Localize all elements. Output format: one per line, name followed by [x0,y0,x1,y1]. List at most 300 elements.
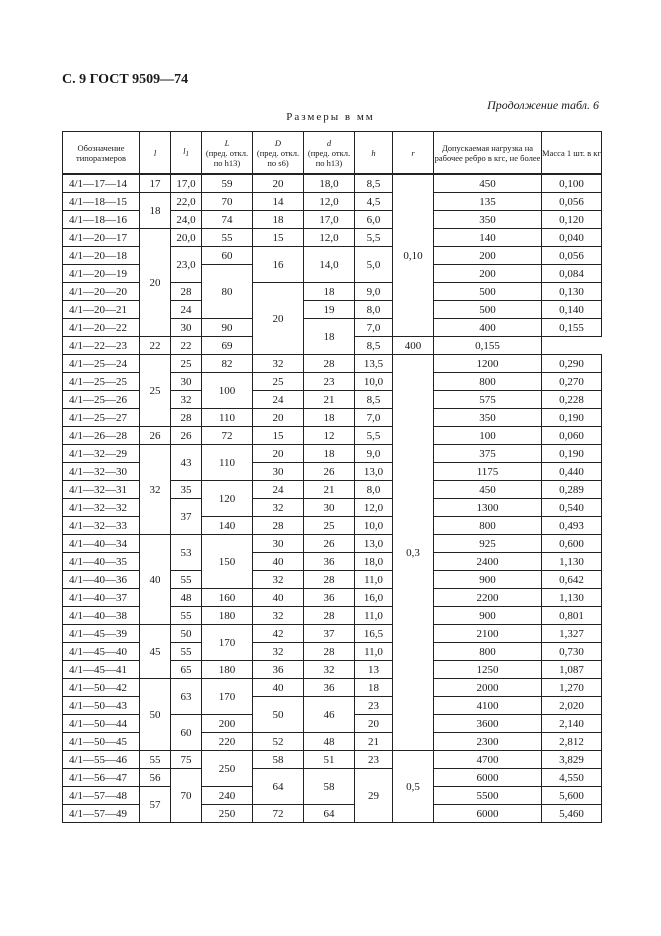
cell-load: 1175 [434,463,542,481]
cell-l: 22 [140,337,171,355]
cell-l1: 70 [171,769,202,823]
cell-h: 11,0 [355,643,393,661]
cell-d: 51 [304,751,355,769]
cell-L: 240 [202,787,253,805]
cell-D: 20 [253,283,304,355]
cell-designation: 4/1—25—27 [63,409,140,427]
cell-d: 18 [304,283,355,301]
cell-mass: 0,290 [542,355,602,373]
cell-l1: 30 [171,373,202,391]
cell-mass: 0,155 [434,337,542,355]
cell-mass: 0,600 [542,535,602,553]
header-L [202,132,253,175]
cell-load: 3600 [434,715,542,733]
cell-designation: 4/1—25—25 [63,373,140,391]
header-mass: Масса 1 шт. в кг [542,132,602,175]
cell-load: 350 [434,211,542,229]
cell-mass: 0,642 [542,571,602,589]
cell-load: 400 [393,337,434,355]
cell-designation: 4/1—20—21 [63,301,140,319]
header-d-text: d [326,137,332,148]
cell-designation: 4/1—20—18 [63,247,140,265]
cell-h: 8,0 [355,481,393,499]
cell-L: 82 [202,355,253,373]
cell-mass: 0,801 [542,607,602,625]
cell-h: 13,5 [355,355,393,373]
cell-h: 7,0 [355,409,393,427]
cell-designation: 4/1—32—33 [63,517,140,535]
cell-designation: 4/1—50—44 [63,715,140,733]
cell-designation: 4/1—20—20 [63,283,140,301]
cell-L: 80 [202,265,253,319]
cell-h: 11,0 [355,571,393,589]
cell-mass: 0,190 [542,445,602,463]
cell-d: 23 [304,373,355,391]
cell-mass: 0,228 [542,391,602,409]
cell-load: 450 [434,481,542,499]
cell-D: 32 [253,643,304,661]
cell-L: 90 [202,319,253,337]
cell-load: 800 [434,373,542,391]
cell-designation: 4/1—40—36 [63,571,140,589]
cell-mass: 4,550 [542,769,602,787]
cell-l: 45 [140,625,171,679]
cell-designation: 4/1—20—19 [63,265,140,283]
cell-l: 26 [140,427,171,445]
cell-l: 17 [140,174,171,193]
cell-l1: 24 [171,301,202,319]
cell-mass: 1,130 [542,589,602,607]
cell-d: 12,0 [304,193,355,211]
cell-designation: 4/1—32—32 [63,499,140,517]
cell-mass: 2,020 [542,697,602,715]
cell-d: 18,0 [304,174,355,193]
cell-mass: 0,084 [542,265,602,283]
cell-l1: 55 [171,571,202,589]
cell-l1: 23,0 [171,247,202,283]
cell-d: 14,0 [304,247,355,283]
cell-d: 18 [304,445,355,463]
cell-l1: 28 [171,409,202,427]
cell-designation: 4/1—40—34 [63,535,140,553]
header-l1-text: l [183,146,186,156]
cell-load: 135 [434,193,542,211]
cell-D: 24 [253,481,304,499]
cell-l: 18 [140,193,171,229]
cell-mass: 0,120 [542,211,602,229]
cell-l1: 22,0 [171,193,202,211]
cell-l1: 43 [171,445,202,481]
cell-L: 220 [202,733,253,751]
cell-mass: 1,130 [542,553,602,571]
cell-d: 36 [304,679,355,697]
cell-L: 55 [202,229,253,247]
cell-designation: 4/1—32—29 [63,445,140,463]
cell-D: 30 [253,535,304,553]
cell-L: 110 [202,445,253,481]
cell-l1: 32 [171,391,202,409]
cell-mass: 5,600 [542,787,602,805]
cell-L: 120 [202,481,253,517]
table-row [63,679,602,697]
cell-designation: 4/1—40—35 [63,553,140,571]
cell-l1: 55 [171,607,202,625]
cell-load: 1300 [434,499,542,517]
cell-h: 20 [355,715,393,733]
cell-designation: 4/1—50—43 [63,697,140,715]
cell-d: 36 [304,553,355,571]
cell-d: 12 [304,427,355,445]
cell-mass: 0,056 [542,193,602,211]
cell-r: 0,3 [393,355,434,751]
cell-D: 32 [253,355,304,373]
cell-D: 28 [253,517,304,535]
cell-l1: 50 [171,625,202,643]
cell-load: 6000 [434,805,542,823]
cell-l: 40 [140,535,171,625]
cell-D: 32 [253,607,304,625]
cell-L: 70 [202,193,253,211]
cell-d: 18 [304,319,355,355]
header-r [393,132,434,175]
cell-designation: 4/1—25—26 [63,391,140,409]
cell-D: 14 [253,193,304,211]
cell-mass: 0,056 [542,247,602,265]
cell-L: 140 [202,517,253,535]
cell-L: 72 [202,427,253,445]
cell-designation: 4/1—18—16 [63,211,140,229]
cell-l1: 37 [171,499,202,535]
cell-h: 13,0 [355,535,393,553]
cell-mass: 0,100 [542,174,602,193]
cell-l: 56 [140,769,171,787]
cell-load: 140 [434,229,542,247]
cell-l1: 65 [171,661,202,679]
header-l1-sub: 1 [185,150,189,158]
cell-L: 74 [202,211,253,229]
cell-l: 50 [140,679,171,751]
cell-l1: 17,0 [171,174,202,193]
cell-h: 5,5 [355,229,393,247]
cell-L: 250 [202,805,253,823]
cell-load: 925 [434,535,542,553]
cell-D: 40 [253,589,304,607]
table-row [63,174,602,193]
cell-D: 16 [253,247,304,283]
cell-L: 110 [202,409,253,427]
header-D-text: D [274,137,282,148]
cell-mass: 0,155 [542,319,602,337]
header-load: Допускаемая нагрузка на рабочее ребро в кгс, не более [434,132,542,175]
cell-load: 400 [434,319,542,337]
cell-l1: 55 [171,643,202,661]
cell-D: 24 [253,391,304,409]
cell-d: 12,0 [304,229,355,247]
cell-d: 46 [304,697,355,733]
header-r-text: r [411,147,415,158]
cell-load: 2100 [434,625,542,643]
cell-load: 575 [434,391,542,409]
table-row [63,193,602,211]
header-l1 [171,132,202,175]
cell-h: 5,0 [355,247,393,283]
cell-r: 0,5 [393,751,434,823]
cell-d: 18 [304,409,355,427]
cell-h: 16,0 [355,589,393,607]
cell-h: 6,0 [355,211,393,229]
cell-designation: 4/1—20—17 [63,229,140,247]
cell-h: 7,0 [355,319,393,337]
sizes-caption: Размеры в мм [286,111,375,123]
cell-mass: 0,140 [542,301,602,319]
cell-D: 32 [253,499,304,517]
table-row [63,229,602,247]
header-d [304,132,355,175]
cell-designation: 4/1—40—37 [63,589,140,607]
header-L-text: L [224,137,230,148]
cell-D: 15 [253,229,304,247]
cell-h: 8,5 [355,337,393,355]
cell-designation: 4/1—22—23 [63,337,140,355]
cell-d: 26 [304,463,355,481]
cell-designation: 4/1—55—46 [63,751,140,769]
cell-mass: 0,493 [542,517,602,535]
cell-designation: 4/1—18—15 [63,193,140,211]
cell-h: 18,0 [355,553,393,571]
cell-l1: 28 [171,283,202,301]
cell-designation: 4/1—45—40 [63,643,140,661]
cell-h: 21 [355,733,393,751]
cell-D: 30 [253,463,304,481]
cell-load: 5500 [434,787,542,805]
cell-load: 2000 [434,679,542,697]
cell-L: 200 [202,715,253,733]
header-D [253,132,304,175]
cell-designation: 4/1—50—42 [63,679,140,697]
cell-load: 100 [434,427,542,445]
cell-L: 69 [202,337,253,355]
cell-d: 28 [304,607,355,625]
cell-mass: 0,130 [542,283,602,301]
cell-l1: 22 [171,337,202,355]
header-h-text: h [371,147,376,158]
cell-l1: 25 [171,355,202,373]
cell-designation: 4/1—20—22 [63,319,140,337]
cell-load: 500 [434,283,542,301]
cell-L: 180 [202,661,253,679]
cell-d: 17,0 [304,211,355,229]
cell-load: 2300 [434,733,542,751]
header-l-text: l [153,147,157,158]
page-header: С. 9 ГОСТ 9509—74 [62,72,189,87]
cell-designation: 4/1—26—28 [63,427,140,445]
header-L-note: (пред. откл. по h13) [205,147,249,168]
cell-mass: 0,289 [542,481,602,499]
cell-d: 25 [304,517,355,535]
cell-designation: 4/1—25—24 [63,355,140,373]
cell-mass: 0,190 [542,409,602,427]
cell-load: 2200 [434,589,542,607]
cell-D: 36 [253,661,304,679]
cell-load: 350 [434,409,542,427]
table-row [63,427,602,445]
cell-l1: 24,0 [171,211,202,229]
cell-mass: 3,829 [542,751,602,769]
cell-mass: 2,140 [542,715,602,733]
cell-d: 30 [304,499,355,517]
cell-D: 20 [253,445,304,463]
cell-h: 16,5 [355,625,393,643]
cell-l: 57 [140,787,171,823]
table-row [63,445,602,463]
cell-h: 13 [355,661,393,679]
cell-load: 4700 [434,751,542,769]
cell-designation: 4/1—57—49 [63,805,140,823]
cell-l1: 75 [171,751,202,769]
cell-load: 200 [434,265,542,283]
cell-l1: 63 [171,679,202,715]
cell-D: 72 [253,805,304,823]
cell-load: 375 [434,445,542,463]
cell-D: 42 [253,625,304,643]
table-row [63,625,602,643]
cell-D: 64 [253,769,304,805]
cell-d: 37 [304,625,355,643]
cell-D: 32 [253,571,304,589]
cell-h: 10,0 [355,373,393,391]
cell-designation: 4/1—56—47 [63,769,140,787]
cell-r: 0,10 [393,174,434,337]
cell-d: 36 [304,589,355,607]
cell-l1: 53 [171,535,202,571]
cell-L: 170 [202,679,253,715]
cell-l1: 60 [171,715,202,751]
cell-l: 55 [140,751,171,769]
cell-mass: 1,327 [542,625,602,643]
header-h [355,132,393,175]
cell-l1: 30 [171,319,202,337]
table-continuation-note: Продолжение табл. 6 [487,98,599,112]
cell-L: 170 [202,625,253,661]
cell-h: 8,5 [355,174,393,193]
cell-D: 40 [253,679,304,697]
cell-D: 15 [253,427,304,445]
cell-D: 25 [253,373,304,391]
cell-designation: 4/1—45—39 [63,625,140,643]
cell-mass: 0,540 [542,499,602,517]
cell-D: 18 [253,211,304,229]
table-row [63,751,602,769]
cell-l: 32 [140,445,171,535]
cell-load: 1200 [434,355,542,373]
cell-l1: 26 [171,427,202,445]
cell-D: 50 [253,697,304,733]
cell-d: 19 [304,301,355,319]
table-row [63,769,602,787]
cell-d: 26 [304,535,355,553]
cell-h: 23 [355,697,393,715]
cell-load: 2400 [434,553,542,571]
cell-designation: 4/1—50—45 [63,733,140,751]
table-header-row [63,132,602,175]
cell-load: 500 [434,301,542,319]
cell-mass: 1,270 [542,679,602,697]
cell-load: 4100 [434,697,542,715]
cell-l1: 35 [171,481,202,499]
cell-d: 21 [304,481,355,499]
cell-L: 60 [202,247,253,265]
cell-D: 52 [253,733,304,751]
cell-load: 1250 [434,661,542,679]
cell-mass: 0,730 [542,643,602,661]
cell-d: 48 [304,733,355,751]
cell-designation: 4/1—32—30 [63,463,140,481]
cell-L: 160 [202,589,253,607]
cell-h: 8,5 [355,391,393,409]
header-l [140,132,171,175]
cell-load: 200 [434,247,542,265]
cell-h: 8,0 [355,301,393,319]
cell-L: 59 [202,174,253,193]
header-D-note: (пред. откл. по s6) [256,147,300,168]
cell-d: 28 [304,571,355,589]
cell-h: 29 [355,769,393,823]
cell-mass: 1,087 [542,661,602,679]
cell-load: 900 [434,571,542,589]
cell-h: 18 [355,679,393,697]
cell-L: 250 [202,751,253,787]
cell-load: 450 [434,174,542,193]
header-d-note: (пред. откл. по h13) [307,147,351,168]
cell-l: 25 [140,355,171,427]
table-row [63,355,602,373]
cell-mass: 0,040 [542,229,602,247]
cell-D: 58 [253,751,304,769]
cell-load: 6000 [434,769,542,787]
cell-L: 180 [202,607,253,625]
cell-h: 5,5 [355,427,393,445]
cell-designation: 4/1—17—14 [63,174,140,193]
cell-mass: 0,270 [542,373,602,391]
cell-mass: 0,060 [542,427,602,445]
cell-d: 32 [304,661,355,679]
cell-l: 20 [140,229,171,337]
cell-d: 64 [304,805,355,823]
cell-h: 10,0 [355,517,393,535]
cell-d: 28 [304,643,355,661]
cell-D: 20 [253,409,304,427]
cell-l1: 20,0 [171,229,202,247]
cell-d: 21 [304,391,355,409]
cell-L: 150 [202,535,253,589]
cell-mass: 5,460 [542,805,602,823]
cell-h: 4,5 [355,193,393,211]
cell-mass: 0,440 [542,463,602,481]
cell-h: 13,0 [355,463,393,481]
cell-d: 58 [304,769,355,805]
cell-h: 12,0 [355,499,393,517]
table-row [63,535,602,553]
cell-designation: 4/1—40—38 [63,607,140,625]
cell-mass: 2,812 [542,733,602,751]
cell-designation: 4/1—32—31 [63,481,140,499]
cell-h: 11,0 [355,607,393,625]
cell-h: 23 [355,751,393,769]
cell-load: 900 [434,607,542,625]
cell-D: 40 [253,553,304,571]
cell-designation: 4/1—57—48 [63,787,140,805]
header-designation: Обозначение типоразмеров [63,132,140,175]
